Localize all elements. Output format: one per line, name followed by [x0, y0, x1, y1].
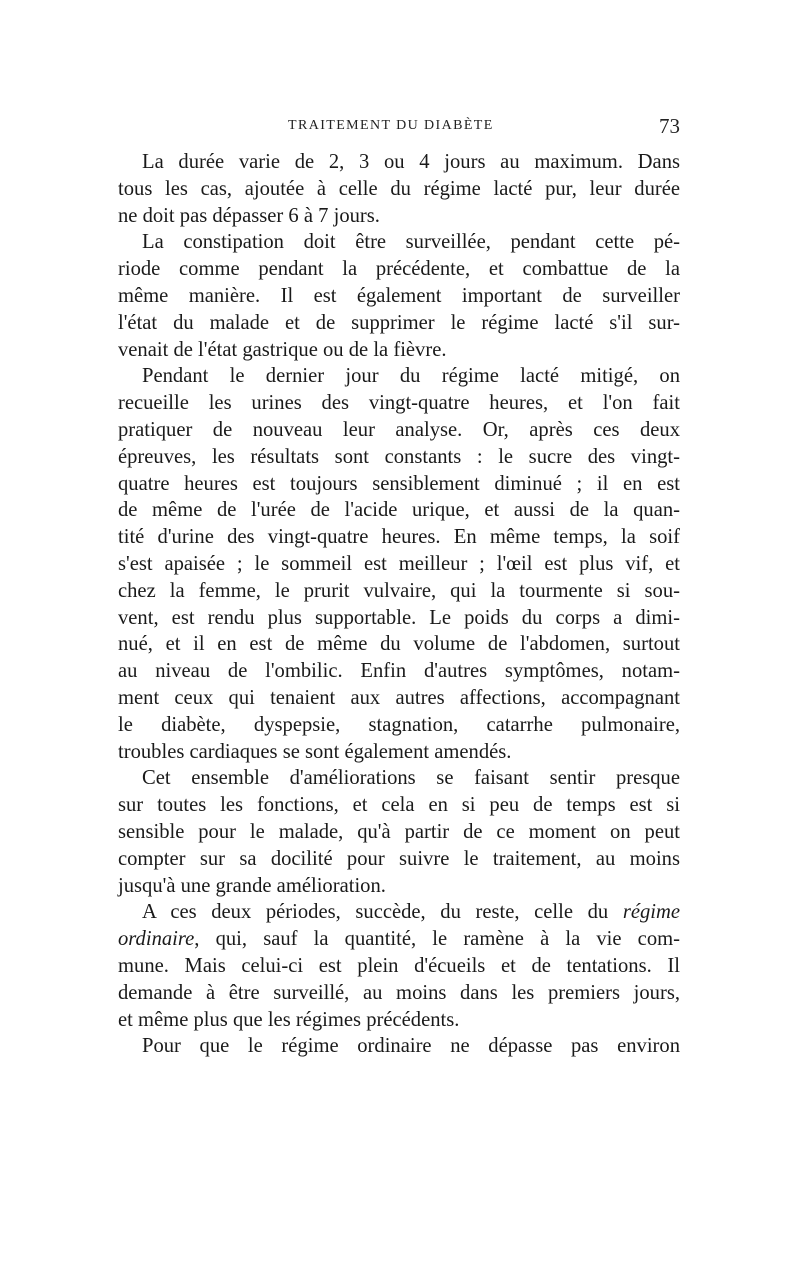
text-line: jusqu'à une grande amélioration.: [118, 874, 386, 897]
text-line: [118, 899, 680, 926]
running-head: [118, 114, 680, 144]
text-line: ment ceux qui tenaient aux autres affections, accompagnant: [118, 686, 680, 709]
text-line: sur toutes les fonctions, et cela en si peu de temps est si: [118, 794, 680, 817]
paragraph-4: [118, 765, 680, 899]
text-line: au niveau de l'ombilic. Enfin d'autres symptômes, notam-: [118, 660, 680, 683]
text-line: demande à être surveillé, au moins dans les premiers jours,: [118, 981, 680, 1004]
italic-term: ordinaire: [118, 928, 195, 951]
text-line: Pendant le dernier jour du régime lacté mitigé, on: [142, 365, 680, 388]
page-number: 73: [659, 114, 680, 138]
text-line: tité d'urine des vingt-quatre heures. En même temps, la soif: [118, 526, 680, 549]
text-line: La constipation doit être surveillée, pendant cette pé-: [142, 231, 680, 254]
text-line: de même de l'urée de l'acide urique, et aussi de la quan-: [118, 499, 680, 522]
paragraph-6: [118, 1033, 680, 1060]
text-line: l'état du malade et de supprimer le régime lacté s'il sur-: [118, 311, 680, 334]
text-line: le diabète, dyspepsie, stagnation, catarrhe pulmonaire,: [118, 713, 680, 736]
text-line: Pour que le régime ordinaire ne dépasse pas environ: [142, 1035, 680, 1058]
text-line: et même plus que les régimes précédents.: [118, 1008, 460, 1031]
text-line: compter sur sa docilité pour suivre le traitement, au moins: [118, 847, 680, 870]
paragraph-1: [118, 149, 680, 229]
running-title: TRAITEMENT DU DIABÈTE: [288, 118, 494, 133]
text-line: Cet ensemble d'améliorations se faisant sentir presque: [142, 767, 680, 790]
text-line: [118, 926, 680, 953]
text-line: recueille les urines des vingt-quatre heures, et l'on fait: [118, 392, 680, 415]
text-line: mune. Mais celui-ci est plein d'écueils et de tentations. Il: [118, 954, 680, 977]
text-line: venait de l'état gastrique ou de la fièvre.: [118, 338, 447, 361]
text-line: pratiquer de nouveau leur analyse. Or, après ces deux: [118, 418, 680, 441]
italic-term: régime: [622, 901, 680, 924]
text-line: s'est apaisée ; le sommeil est meilleur ; l'œil est plus vif, et: [118, 552, 680, 575]
paragraph-5: [118, 899, 680, 1033]
text-segment: A ces deux périodes, succède, du reste, celle du: [142, 901, 623, 924]
text-line: tous les cas, ajoutée à celle du régime lacté pur, leur durée: [118, 177, 680, 200]
text-line: vent, est rendu plus supportable. Le poids du corps a dimi-: [118, 606, 680, 629]
text-line: sensible pour le malade, qu'à partir de ce moment on peut: [118, 820, 680, 843]
paragraph-3: [118, 363, 680, 765]
text-line: épreuves, les résultats sont constants : le sucre des vingt-: [118, 445, 680, 468]
body-text: [118, 149, 680, 1060]
text-line: chez la femme, le prurit vulvaire, qui la tourmente si sou-: [118, 579, 680, 602]
text-segment: , qui, sauf la quantité, le ramène à la vie com-: [194, 928, 680, 951]
text-line: ne doit pas dépasser 6 à 7 jours.: [118, 204, 380, 227]
text-line: riode comme pendant la précédente, et combattue de la: [118, 258, 680, 281]
text-line: La durée varie de 2, 3 ou 4 jours au maximum. Dans: [142, 151, 680, 173]
text-line: quatre heures est toujours sensiblement diminué ; il en est: [118, 472, 680, 495]
text-line: troubles cardiaques se sont également amendés.: [118, 740, 512, 763]
text-line: nué, et il en est de même du volume de l'abdomen, surtout: [118, 633, 680, 656]
paragraph-2: [118, 229, 680, 363]
text-line: même manière. Il est également important de surveiller: [118, 284, 680, 307]
